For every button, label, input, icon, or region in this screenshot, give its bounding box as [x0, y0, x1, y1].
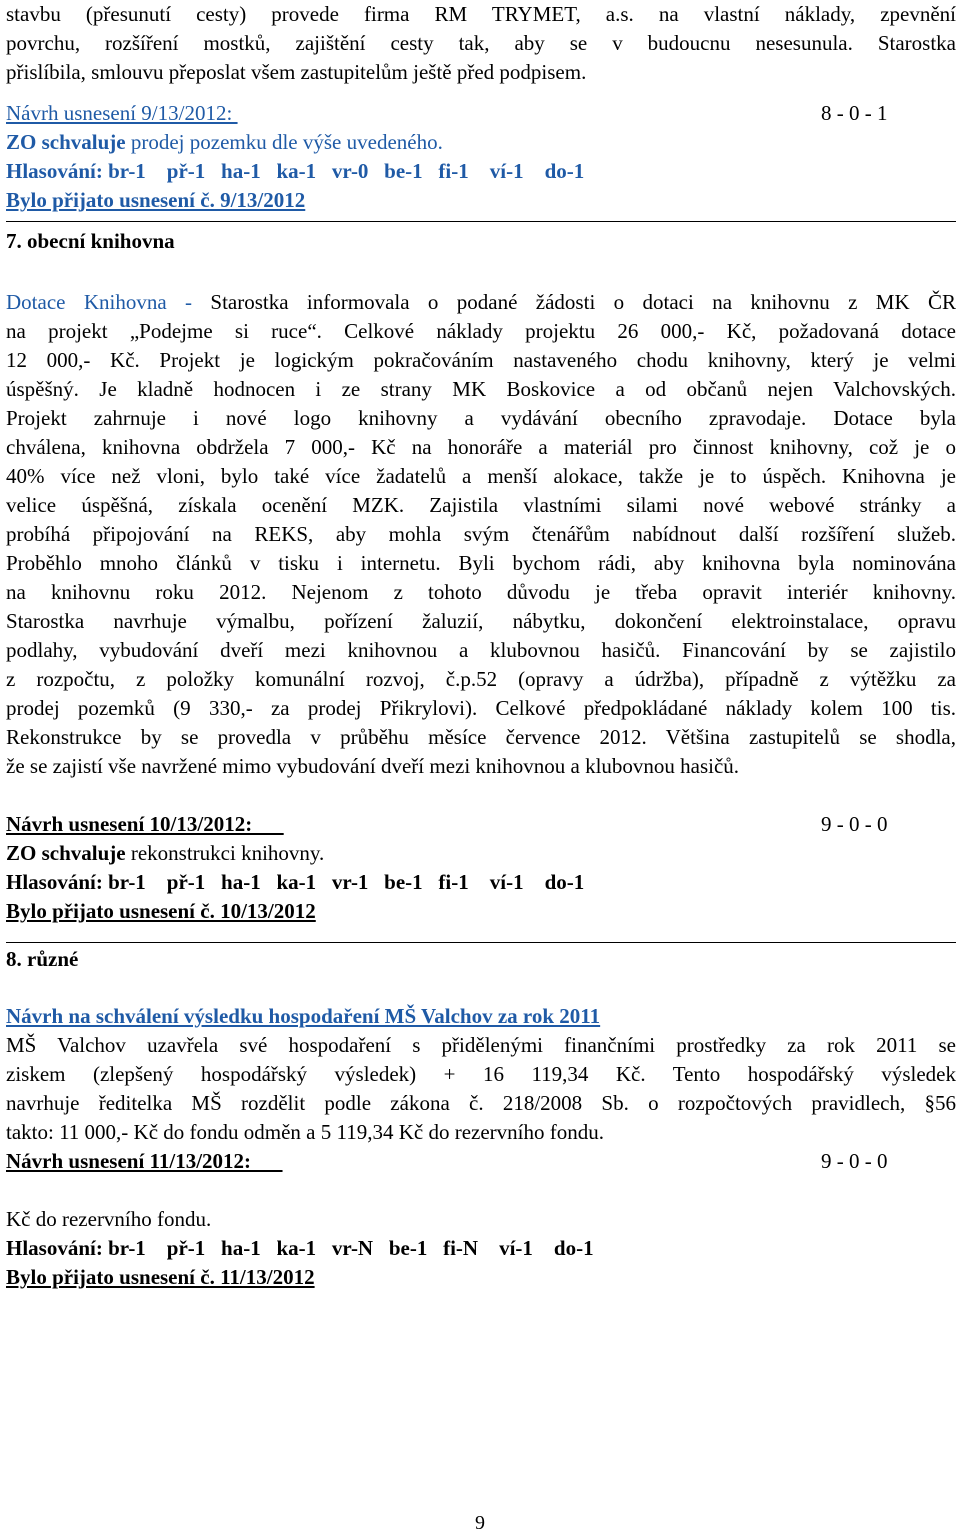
paragraph-line: stavbu (přesunutí cesty) provede firma RM TRYMET, a.s. na vlastní náklady, zpevnění	[6, 2, 956, 26]
top-paragraph	[6, 0, 956, 87]
paragraph-line: 12 000,- Kč. Projekt je logickým pokračováním nastaveného chodu knihovny, který je velmi	[6, 348, 956, 372]
paragraph-line: podlahy, vybudování dveří mezi knihovnou a klubovnou hasičů. Financování by se zajistilo	[6, 638, 956, 662]
motion-11	[6, 1147, 956, 1292]
paragraph-line: takto: 11 000,- Kč do fondu odměn a 5 119,34 Kč do rezervního fondu.	[6, 1120, 604, 1144]
section-8	[6, 945, 956, 1147]
vote-record: Hlasování: br-1 př-1 ha-1 ka-1 vr-1 be-1 fi-1 ví-1 do-1	[6, 870, 585, 894]
section-heading: 8. různé	[6, 947, 79, 971]
paragraph-line: z rozpočtu, z položky komunální rozvoj, č.p.52 (opravy a údržba), případně z výtěžku za	[6, 667, 956, 691]
paragraph-line: navrhuje ředitelka MŠ rozdělit podle zákona č. 218/2008 Sb. o rozpočtových pravidlech, §56	[6, 1091, 956, 1115]
paragraph-line: přislíbila, smlouvu přeposlat všem zastupitelům ještě před podpisem.	[6, 60, 587, 84]
motion-result: Bylo přijato usnesení č. 10/13/2012	[6, 899, 316, 923]
section-heading: 7. obecní knihovna	[6, 229, 175, 253]
paragraph-line: probíhá připojování na REKS, aby mohla svým čtenářům nabídnout další rozšíření služeb.	[6, 522, 956, 546]
paragraph-line: prodej pozemků (9 330,- za prodej Přikrylovi). Celkové předpokládané náklady kolem 100 tis.	[6, 696, 956, 720]
motion-title: Návrh usnesení 9/13/2012:	[6, 101, 238, 125]
paragraph-line: chválena, knihovna obdržela 7 000,- Kč na honoráře a materiál pro činnost knihovny, což je o	[6, 435, 956, 459]
vote-record: Hlasování: br-1 př-1 ha-1 ka-1 vr-0 be-1 fi-1 ví-1 do-1	[6, 159, 585, 183]
decision-text: prodej pozemku dle výše uvedeného.	[125, 130, 443, 154]
vote-count: 8 - 0 - 1	[821, 101, 888, 125]
paragraph-text: Starostka informovala o podané žádosti o dotaci na knihovnu z MK ČR	[210, 290, 956, 314]
paragraph-line: že se zajistí vše navržené mimo vybudování dveří mezi knihovnou a klubovnou hasičů.	[6, 754, 740, 778]
paragraph-line: 40% více než vloni, bylo také více žadatelů a menší alokace, takže je to úspěch. Knihovna je	[6, 464, 956, 488]
paragraph-line: Rekonstrukce by se provedla v průběhu měsíce července 2012. Většina zastupitelů se shodla,	[6, 725, 956, 749]
section-divider	[6, 221, 956, 222]
paragraph-line: Proběhlo mnoho článků v tisku i internetu. Byli bychom rádi, aby knihovna byla nominována	[6, 551, 956, 575]
page-number: 9	[475, 1512, 485, 1534]
motion-header	[6, 1147, 956, 1176]
paragraph-line	[6, 288, 956, 317]
paragraph-line: ziskem (zlepšený hospodářský výsledek) + 16 119,34 Kč. Tento hospodářský výsledek	[6, 1062, 956, 1086]
motion-title: Návrh usnesení 11/13/2012:	[6, 1149, 283, 1173]
section-7	[6, 227, 956, 781]
motion-title: Návrh usnesení 10/13/2012:	[6, 812, 284, 836]
motion-decision-continued: Kč do rezervního fondu.	[6, 1207, 212, 1231]
motion-result: Bylo přijato usnesení č. 9/13/2012	[6, 188, 306, 212]
decision-verb: ZO schvaluje	[6, 130, 126, 154]
paragraph-line: velice úspěšná, získala ocenění MZK. Zajistila vlastními silami nové webové stránky a	[6, 493, 956, 517]
motion-9	[6, 99, 956, 215]
motion-decision	[6, 839, 956, 868]
motion-10	[6, 810, 956, 926]
paragraph-line: povrchu, rozšíření mostků, zajištění cesty tak, aby se v budoucnu nesesunula. Starostka	[6, 31, 956, 55]
paragraph-line: Projekt zahrnuje i nové logo knihovny a vydávání obecního zpravodaje. Dotace byla	[6, 406, 956, 430]
paragraph-line: úspěšný. Je kladně hodnocen i ze strany MK Boskovice a od občanů nejen Valchovských.	[6, 377, 956, 401]
paragraph-line: Starostka navrhuje výmalbu, pořízení žaluzií, nábytku, dokončení elektroinstalace, opravu	[6, 609, 956, 633]
motion-header	[6, 810, 956, 839]
motion-result: Bylo přijato usnesení č. 11/13/2012	[6, 1265, 315, 1289]
motion-decision	[6, 1176, 956, 1205]
motion-decision	[6, 128, 956, 157]
subject-label: Dotace Knihovna -	[6, 290, 211, 314]
vote-count: 9 - 0 - 0	[821, 812, 888, 836]
vote-record: Hlasování: br-1 př-1 ha-1 ka-1 vr-N be-1 fi-N ví-1 do-1	[6, 1236, 594, 1260]
decision-verb: ZO schvaluje	[6, 841, 126, 865]
paragraph-line: na projekt „Podejme si ruce“. Celkové náklady projektu 26 000,- Kč, požadovaná dotace	[6, 319, 956, 343]
paragraph-line: na knihovnu roku 2012. Nejenom z tohoto důvodu je třeba opravit interiér knihovny.	[6, 580, 956, 604]
section-subtitle: Návrh na schválení výsledku hospodaření MŠ Valchov za rok 2011	[6, 1004, 601, 1028]
paragraph-line: MŠ Valchov uzavřela své hospodaření s přidělenými finančními prostředky za rok 2011 se	[6, 1033, 956, 1057]
decision-text: rekonstrukci knihovny.	[125, 841, 325, 865]
vote-count: 9 - 0 - 0	[821, 1149, 888, 1173]
section-divider	[6, 942, 956, 943]
document-page	[6, 0, 956, 1292]
motion-header	[6, 99, 956, 128]
